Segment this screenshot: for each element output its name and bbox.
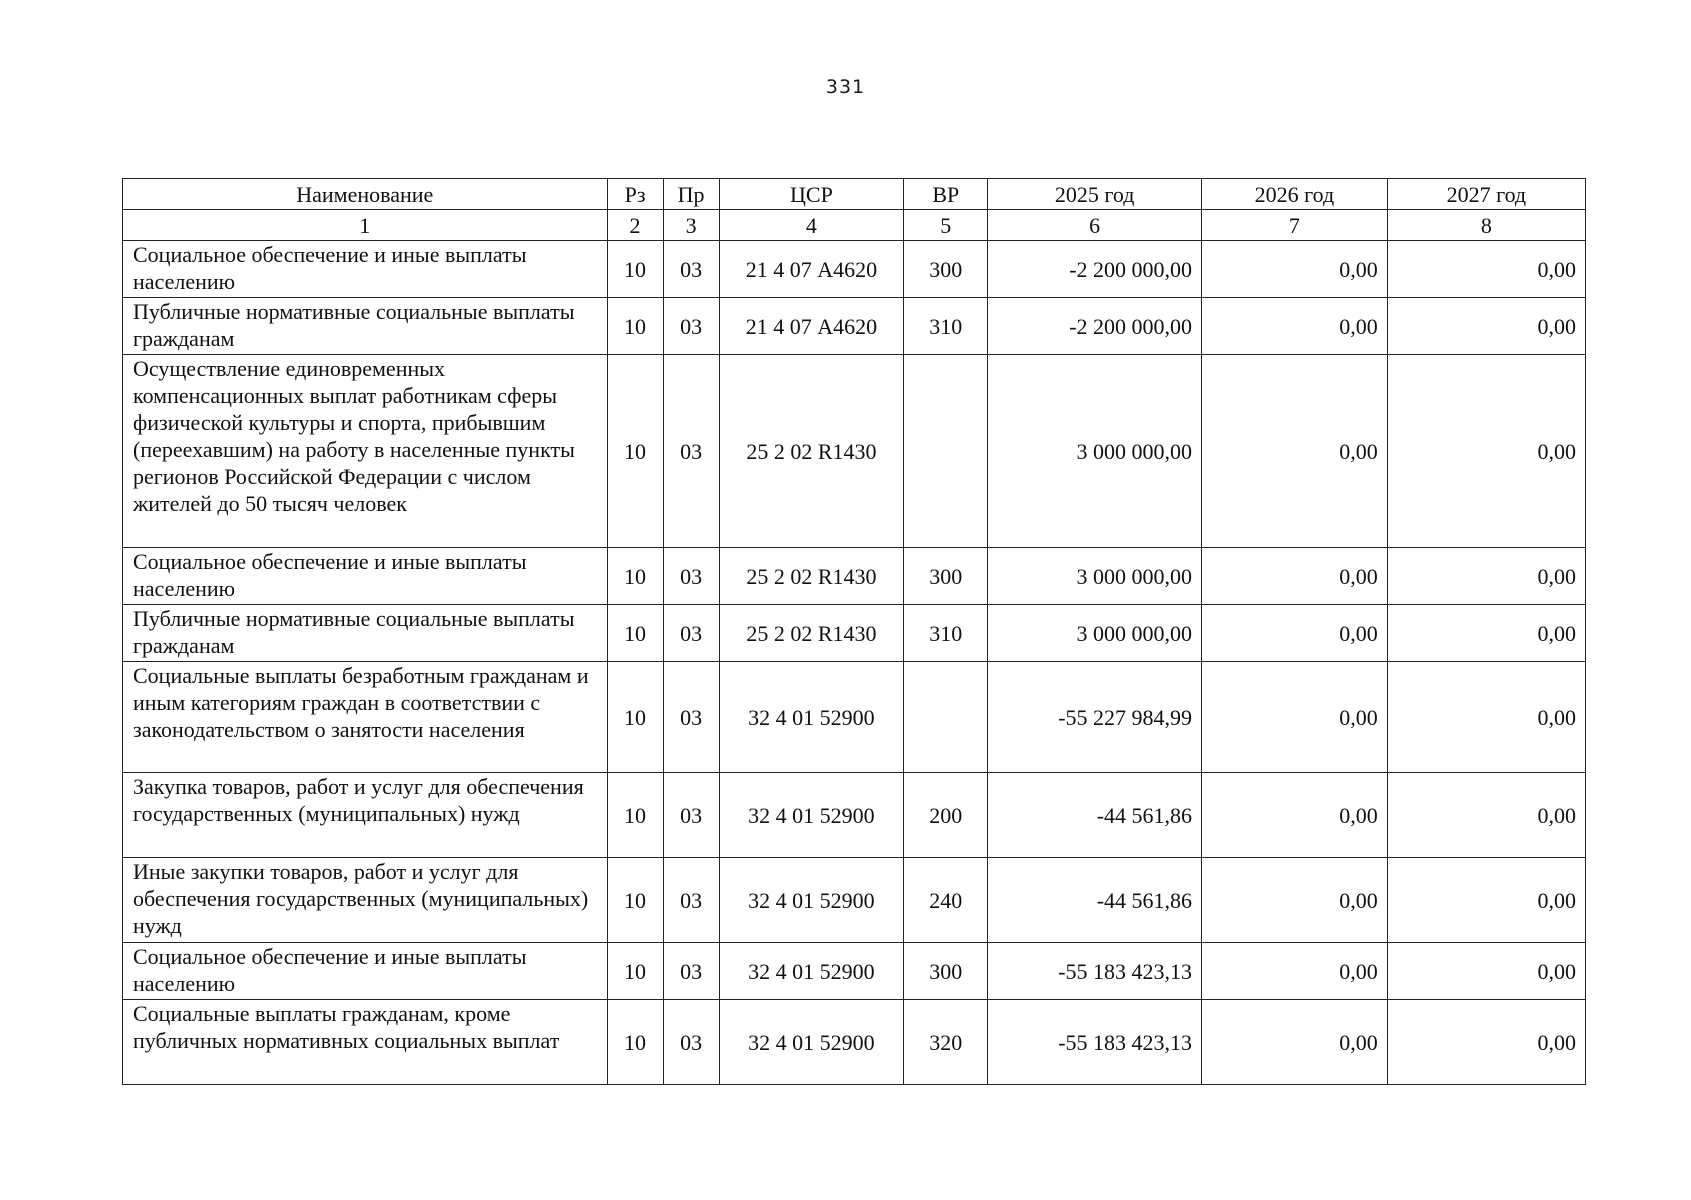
row-pr: 03 bbox=[663, 662, 719, 773]
row-2027: 0,00 bbox=[1387, 943, 1585, 1000]
row-name: Социальное обеспечение и иные выплаты населению bbox=[123, 943, 608, 1000]
row-name: Иные закупки товаров, работ и услуг для обеспечения государственных (муниципальных) нужд bbox=[123, 858, 608, 943]
row-rz: 10 bbox=[607, 298, 663, 355]
row-2025: -55 227 984,99 bbox=[988, 662, 1202, 773]
row-pr: 03 bbox=[663, 858, 719, 943]
header-csr: ЦСР bbox=[719, 179, 904, 210]
row-pr: 03 bbox=[663, 773, 719, 858]
row-pr: 03 bbox=[663, 241, 719, 298]
row-2026: 0,00 bbox=[1202, 605, 1388, 662]
column-number-row bbox=[123, 210, 1586, 241]
row-csr: 32 4 01 52900 bbox=[719, 943, 904, 1000]
row-rz: 10 bbox=[607, 355, 663, 548]
row-2026: 0,00 bbox=[1202, 662, 1388, 773]
row-vr: 240 bbox=[904, 858, 988, 943]
header-2027: 2027 год bbox=[1387, 179, 1585, 210]
budget-table bbox=[122, 178, 1586, 1085]
row-2026: 0,00 bbox=[1202, 355, 1388, 548]
row-2025: 3 000 000,00 bbox=[988, 355, 1202, 548]
row-2026: 0,00 bbox=[1202, 548, 1388, 605]
row-rz: 10 bbox=[607, 241, 663, 298]
header-row bbox=[123, 179, 1586, 210]
row-name: Социальные выплаты безработным гражданам и иным категориям граждан в соответствии с законодательством о занятости населения bbox=[123, 662, 608, 773]
table-row bbox=[123, 773, 1586, 858]
table-row bbox=[123, 241, 1586, 298]
header-2026: 2026 год bbox=[1202, 179, 1388, 210]
row-name: Социальное обеспечение и иные выплаты населению bbox=[123, 548, 608, 605]
row-pr: 03 bbox=[663, 1000, 719, 1085]
header-vr: ВР bbox=[904, 179, 988, 210]
row-2025: 3 000 000,00 bbox=[988, 605, 1202, 662]
column-number: 4 bbox=[719, 210, 904, 241]
row-name: Публичные нормативные социальные выплаты гражданам bbox=[123, 605, 608, 662]
row-2026: 0,00 bbox=[1202, 858, 1388, 943]
row-csr: 25 2 02 R1430 bbox=[719, 355, 904, 548]
table-row bbox=[123, 605, 1586, 662]
row-csr: 32 4 01 52900 bbox=[719, 858, 904, 943]
row-2027: 0,00 bbox=[1387, 548, 1585, 605]
row-pr: 03 bbox=[663, 605, 719, 662]
row-2026: 0,00 bbox=[1202, 1000, 1388, 1085]
row-csr: 32 4 01 52900 bbox=[719, 773, 904, 858]
row-2025: 3 000 000,00 bbox=[988, 548, 1202, 605]
row-2026: 0,00 bbox=[1202, 943, 1388, 1000]
column-number: 5 bbox=[904, 210, 988, 241]
row-rz: 10 bbox=[607, 605, 663, 662]
row-rz: 10 bbox=[607, 943, 663, 1000]
table-row bbox=[123, 548, 1586, 605]
row-vr: 300 bbox=[904, 548, 988, 605]
row-2027: 0,00 bbox=[1387, 605, 1585, 662]
header-name: Наименование bbox=[123, 179, 608, 210]
row-csr: 25 2 02 R1430 bbox=[719, 548, 904, 605]
column-number: 3 bbox=[663, 210, 719, 241]
row-vr bbox=[904, 662, 988, 773]
row-csr: 21 4 07 А4620 bbox=[719, 298, 904, 355]
row-2027: 0,00 bbox=[1387, 773, 1585, 858]
row-rz: 10 bbox=[607, 548, 663, 605]
table-row bbox=[123, 298, 1586, 355]
header-rz: Рз bbox=[607, 179, 663, 210]
table-row bbox=[123, 858, 1586, 943]
row-vr: 300 bbox=[904, 241, 988, 298]
row-vr bbox=[904, 355, 988, 548]
column-number: 7 bbox=[1202, 210, 1388, 241]
row-2027: 0,00 bbox=[1387, 1000, 1585, 1085]
row-2027: 0,00 bbox=[1387, 858, 1585, 943]
row-vr: 200 bbox=[904, 773, 988, 858]
row-2025: -44 561,86 bbox=[988, 858, 1202, 943]
row-rz: 10 bbox=[607, 858, 663, 943]
row-vr: 320 bbox=[904, 1000, 988, 1085]
row-2025: -55 183 423,13 bbox=[988, 943, 1202, 1000]
row-csr: 25 2 02 R1430 bbox=[719, 605, 904, 662]
row-vr: 300 bbox=[904, 943, 988, 1000]
row-pr: 03 bbox=[663, 943, 719, 1000]
row-2027: 0,00 bbox=[1387, 241, 1585, 298]
column-number: 2 bbox=[607, 210, 663, 241]
row-name: Осуществление единовременных компенсационных выплат работникам сферы физической культуры и спорта, прибывшим (переехавшим) на работу в населенные пункты регионов Российской Федерации с числом жителей до 50 тысяч человек bbox=[123, 355, 608, 548]
row-2025: -55 183 423,13 bbox=[988, 1000, 1202, 1085]
row-2025: -2 200 000,00 bbox=[988, 241, 1202, 298]
row-2025: -2 200 000,00 bbox=[988, 298, 1202, 355]
row-2025: -44 561,86 bbox=[988, 773, 1202, 858]
row-2027: 0,00 bbox=[1387, 298, 1585, 355]
row-pr: 03 bbox=[663, 548, 719, 605]
row-csr: 32 4 01 52900 bbox=[719, 1000, 904, 1085]
row-csr: 32 4 01 52900 bbox=[719, 662, 904, 773]
row-name: Публичные нормативные социальные выплаты гражданам bbox=[123, 298, 608, 355]
row-2026: 0,00 bbox=[1202, 298, 1388, 355]
row-vr: 310 bbox=[904, 605, 988, 662]
table-row bbox=[123, 1000, 1586, 1085]
column-number: 6 bbox=[988, 210, 1202, 241]
row-2027: 0,00 bbox=[1387, 355, 1585, 548]
page-number: 331 bbox=[825, 76, 866, 98]
row-name: Закупка товаров, работ и услуг для обеспечения государственных (муниципальных) нужд bbox=[123, 773, 608, 858]
row-vr: 310 bbox=[904, 298, 988, 355]
row-rz: 10 bbox=[607, 1000, 663, 1085]
row-name: Социальные выплаты гражданам, кроме публичных нормативных социальных выплат bbox=[123, 1000, 608, 1085]
row-2026: 0,00 bbox=[1202, 773, 1388, 858]
column-number: 1 bbox=[123, 210, 608, 241]
row-pr: 03 bbox=[663, 298, 719, 355]
header-2025: 2025 год bbox=[988, 179, 1202, 210]
row-2027: 0,00 bbox=[1387, 662, 1585, 773]
row-name: Социальное обеспечение и иные выплаты населению bbox=[123, 241, 608, 298]
row-pr: 03 bbox=[663, 355, 719, 548]
header-pr: Пр bbox=[663, 179, 719, 210]
table-row bbox=[123, 943, 1586, 1000]
row-rz: 10 bbox=[607, 773, 663, 858]
row-csr: 21 4 07 А4620 bbox=[719, 241, 904, 298]
row-2026: 0,00 bbox=[1202, 241, 1388, 298]
row-rz: 10 bbox=[607, 662, 663, 773]
column-number: 8 bbox=[1387, 210, 1585, 241]
table-row bbox=[123, 662, 1586, 773]
table-row bbox=[123, 355, 1586, 548]
